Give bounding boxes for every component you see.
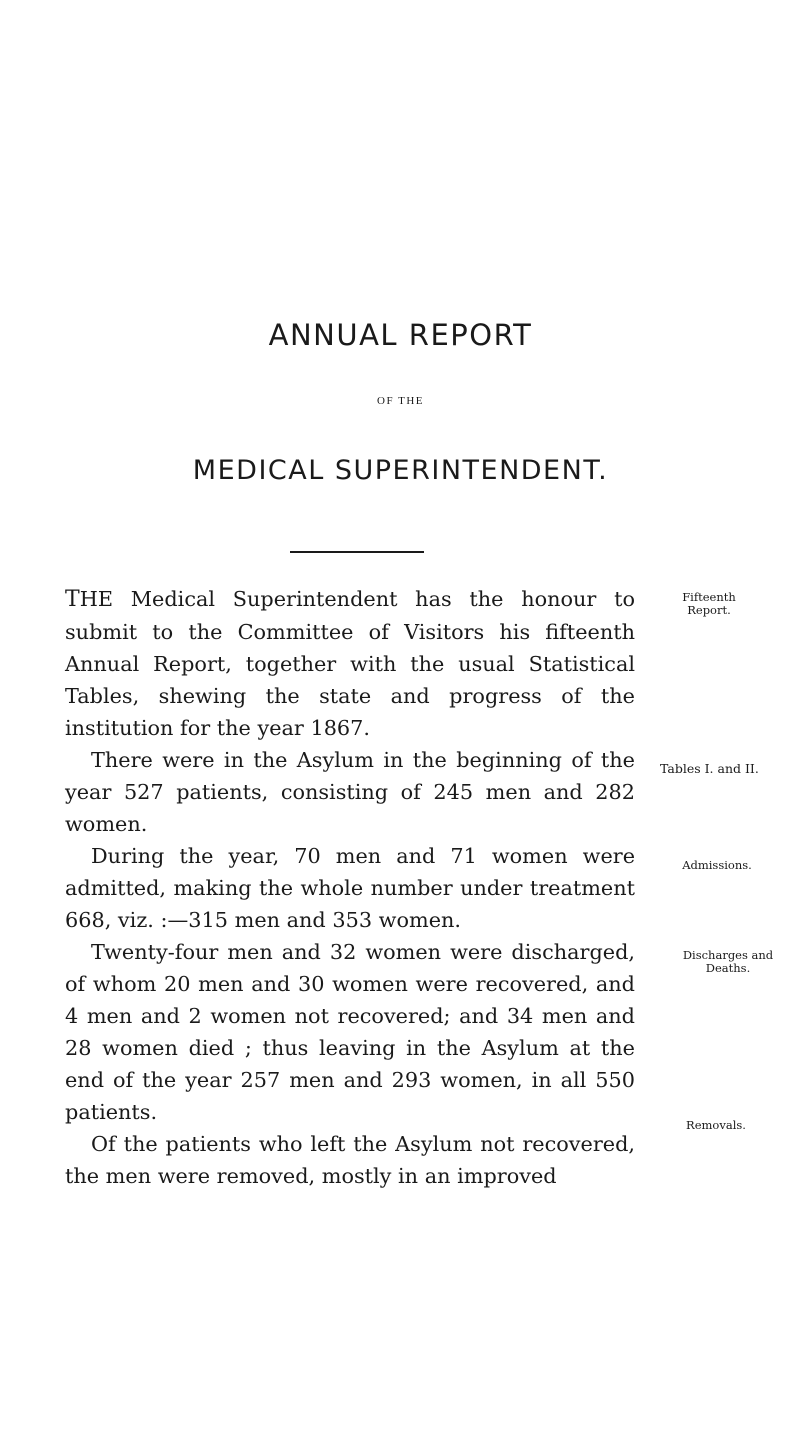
margin-note-fifteenth-line1: Fifteenth: [682, 590, 736, 604]
paragraph-discharges: Twenty-four men and 32 women were discharged, of whom 20 men and 30 women were recovered, and 4 men and 2 women not recovered; and 34 men and 28 women died ; thus leaving in the Asylum at the end of the year 257 men and 293 women, in all 550 patients.: [65, 940, 635, 1124]
margin-note-fifteenth-report: [650, 591, 768, 617]
paragraph-removals: Of the patients who left the Asylum not recovered, the men were removed, mostly in an improved: [65, 1132, 635, 1188]
paragraph-admissions: During the year, 70 men and 71 women were admitted, making the whole number under treatment 668, viz. :—315 men and 353 women.: [65, 844, 635, 932]
report-of-the: OF THE: [377, 395, 424, 407]
margin-note-admissions: Admissions.: [682, 858, 752, 872]
title-rule: [290, 551, 424, 553]
margin-note-discharges-line1: Discharges and: [682, 948, 774, 962]
margin-note-discharges-line2: Deaths.: [705, 961, 751, 975]
margin-note-discharges: [660, 949, 796, 975]
margin-note-removals: Removals.: [686, 1118, 746, 1132]
paragraph-beginning-count: There were in the Asylum in the beginning of the year 527 patients, consisting of 245 men and 282 women.: [65, 748, 635, 836]
margin-note-fifteenth-line2: Report.: [687, 603, 731, 617]
margin-note-tables: Tables I. and II.: [660, 761, 759, 776]
report-subtitle: MEDICAL SUPERINTENDENT.: [192, 455, 609, 486]
report-title: ANNUAL REPORT: [268, 318, 533, 352]
report-body: [65, 583, 635, 1192]
paragraph-intro: THE Medical Superintendent has the honour to submit to the Committee of Visitors his fifteenth Annual Report, together with the usual Statistical Tables, shewing the state and progress of the institution for the year 1867.: [65, 587, 635, 740]
